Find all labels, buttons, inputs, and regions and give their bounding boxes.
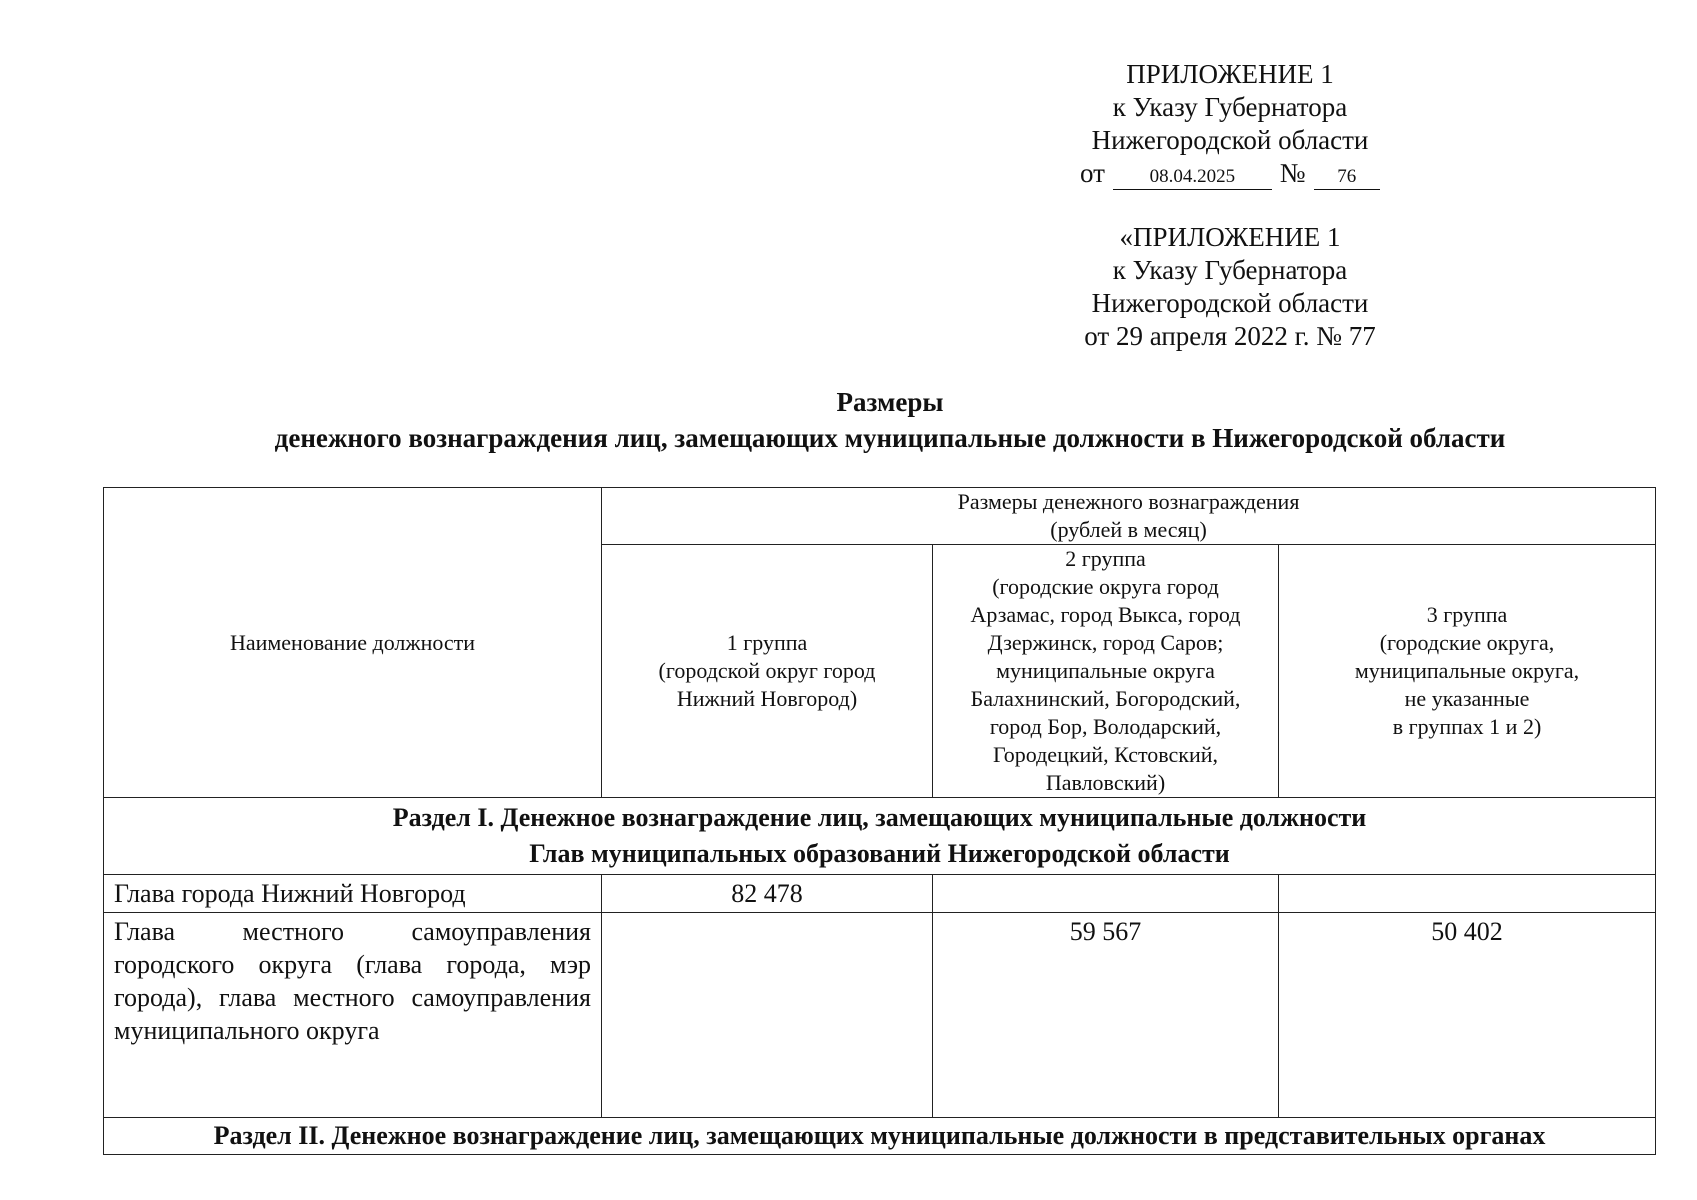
annex-current-region-line: Нижегородской области — [1091, 125, 1369, 155]
group-2-line: Дзержинск, город Саров; — [987, 630, 1224, 655]
amount-header-line-2: (рублей в месяц) — [1050, 517, 1207, 542]
group-2-line: 2 группа — [1065, 546, 1146, 571]
section-2-heading: Раздел II. Денежное вознаграждение лиц, замещающих муниципальные должности в представительных органах — [104, 1118, 1656, 1155]
group-2-header — [933, 545, 1279, 798]
group-1-amount — [602, 913, 933, 1118]
group-3-line: 3 группа — [1426, 602, 1508, 627]
group-2-amount — [933, 875, 1279, 913]
annex-original-block — [1080, 221, 1380, 353]
group-2-line: город Бор, Володарский, — [989, 714, 1222, 739]
group-3-line: муниципальные округа, — [1354, 658, 1580, 683]
section-1-heading — [104, 798, 1656, 875]
number-field: 76 — [1314, 165, 1380, 190]
group-3-line: в группах 1 и 2) — [1392, 714, 1542, 739]
number-sign: № — [1279, 158, 1306, 188]
title-line-1: Размеры — [836, 387, 944, 417]
annex-current-date-row — [1080, 157, 1380, 190]
section-1-line-1: Раздел I. Денежное вознаграждение лиц, замещающих муниципальные должности — [392, 803, 1367, 832]
annex-original-decree-line: к Указу Губернатора — [1112, 255, 1348, 285]
annex-original-region-line: Нижегородской области — [1091, 288, 1369, 318]
annex-original-date-line: от 29 апреля 2022 г. № 77 — [1084, 321, 1376, 351]
section-1-line-2: Глав муниципальных образований Нижегородской области — [529, 839, 1230, 868]
remuneration-table — [103, 487, 1656, 1155]
group-3-line: не указанные — [1404, 686, 1530, 711]
group-2-line: Арзамас, город Выкса, город — [970, 602, 1241, 627]
document-title — [0, 384, 1697, 456]
group-2-line: Павловский) — [1045, 770, 1166, 795]
group-1-line: 1 группа — [726, 630, 808, 655]
section-2-row — [104, 1118, 1656, 1155]
group-1-amount: 82 478 — [602, 875, 933, 913]
header-row-top — [104, 488, 1656, 545]
annex-current-block — [1080, 58, 1380, 190]
table-row — [104, 913, 1656, 1118]
amount-header — [602, 488, 1656, 545]
group-1-line: Нижний Новгород) — [676, 686, 858, 711]
group-3-amount — [1279, 875, 1656, 913]
position-name: Глава города Нижний Новгород — [104, 875, 602, 913]
table-row — [104, 875, 1656, 913]
title-line-2: денежного вознаграждения лиц, замещающих муниципальные должности в Нижегородской области — [274, 423, 1506, 453]
group-3-line: (городские округа, — [1379, 630, 1555, 655]
group-1-line: (городской округ город — [658, 658, 876, 683]
date-prefix: от — [1080, 158, 1105, 188]
annex-current-decree-line: к Указу Губернатора — [1112, 92, 1348, 122]
amount-header-line-1: Размеры денежного вознаграждения — [957, 489, 1300, 514]
group-2-line: муниципальные округа — [996, 658, 1215, 683]
group-2-line: Балахнинский, Богородский, — [970, 686, 1241, 711]
group-3-amount: 50 402 — [1279, 913, 1656, 1118]
annex-current-title: ПРИЛОЖЕНИЕ 1 — [1126, 59, 1334, 89]
section-1-row — [104, 798, 1656, 875]
group-3-header — [1279, 545, 1656, 798]
group-2-line: (городские округа город — [992, 574, 1219, 599]
group-2-line: Городецкий, Кстовский, — [992, 742, 1219, 767]
group-1-header — [602, 545, 933, 798]
annex-original-title: «ПРИЛОЖЕНИЕ 1 — [1119, 222, 1341, 252]
date-field: 08.04.2025 — [1113, 165, 1272, 190]
position-name-header: Наименование должности — [104, 488, 602, 798]
group-2-amount: 59 567 — [933, 913, 1279, 1118]
position-name: Глава местного самоуправления городского округа (глава города, мэр города), глава местного самоуправления муниципального округа — [104, 913, 602, 1118]
